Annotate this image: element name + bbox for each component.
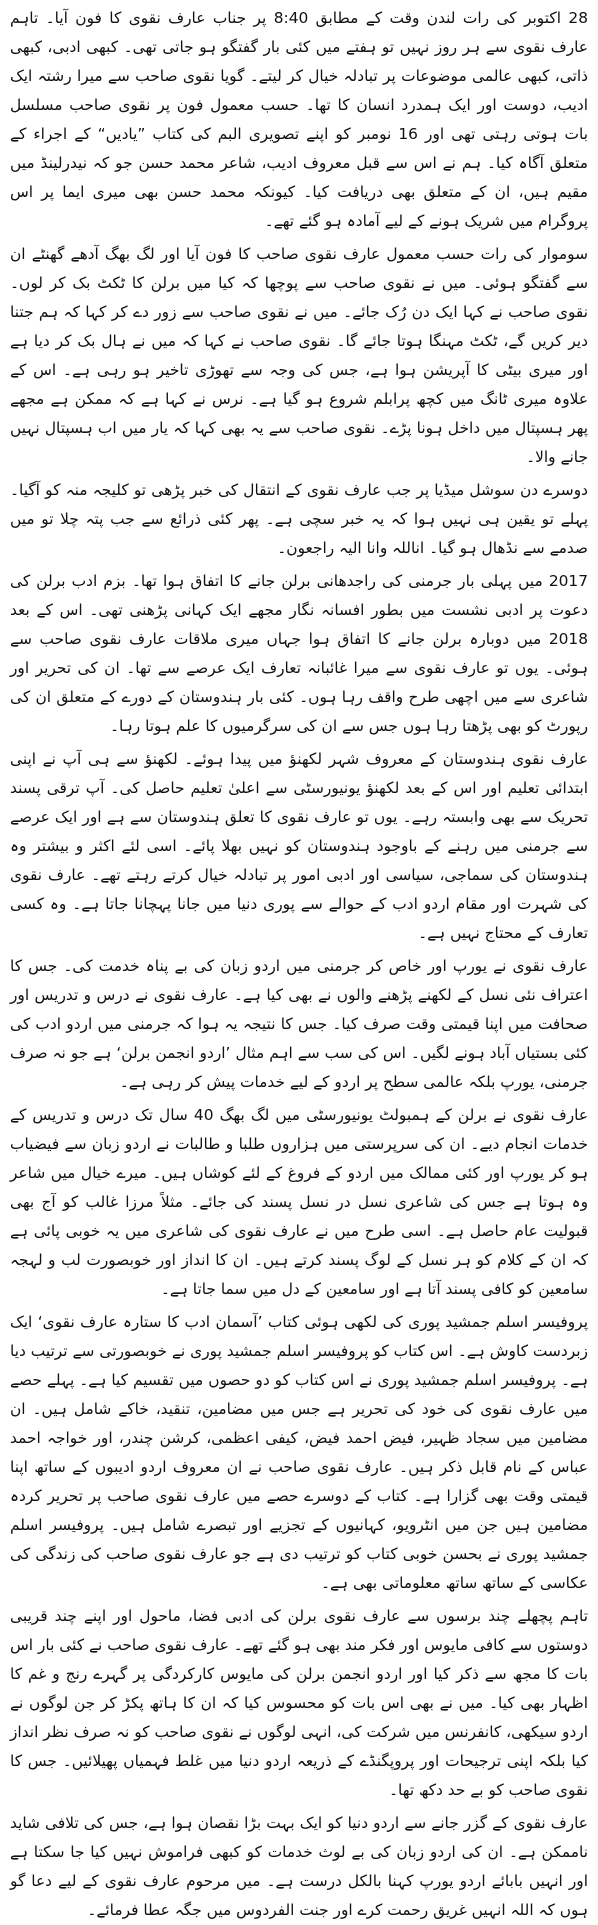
article-paragraph: 28 اکتوبر کی رات لندن وقت کے مطابق 8:40 پر جناب عارف نقوی کا فون آیا۔ تاہم عارف نقوی سے ہر روز نہیں تو ہفتے میں کئی بار گفتگو ہو جاتی تھی۔ کبھی ادبی، کبھی ذاتی، کبھی عالمی موضوعات پر تبادلہ خیال کر لیتے۔ گویا نقوی صاحب سے میرا رشتہ ایک ادیب، دوست اور ایک ہمدرد انسان کا تھا۔ حسب معمول فون پر نقوی صاحب مسلسل بات ہوتی رہتی تھی اور 16 نومبر کو اپنے تصویری البم کی کتاب ”یادیں“ کے اجراء کے متعلق آگاہ کیا۔ ہم نے اس سے قبل معروف ادیب، شاعر محمد حسن جو کہ نیدرلینڈ میں مقیم ہیں، ان کے متعلق بھی دریافت کیا۔ کیونکہ محمد حسن بھی میری ایما پر اس پروگرام میں شریک ہونے کے لیے آمادہ ہو گئے تھے۔ [10, 9, 588, 230]
article-paragraph: عارف نقوی کے گزر جانے سے اردو دنیا کو ایک بہت بڑا نقصان ہوا ہے، جس کی تلافی شاید ناممکن ہے۔ ان کی اردو زبان کی بے لوث خدمات کو کبھی فراموش نہیں کیا جا سکتا ہے اور انہیں بابائے اردو یورپ کہنا بالکل درست ہے۔ میں مرحوم عارف نقوی کے لیے دعا گو ہوں کہ اللہ انہیں غریق رحمت کرے اور جنت الفردوس میں جگہ عطا فرمائے۔ [10, 1814, 588, 1919]
article-paragraph: عارف نقوی ہندوستان کے معروف شہر لکھنؤ میں پیدا ہوئے۔ لکھنؤ سے ہی آپ نے اپنی ابتدائی تعلیم اور اس کے بعد لکھنؤ یونیورسٹی سے اعلیٰ تعلیم حاصل کی۔ آپ ترقی پسند تحریک سے بھی وابستہ رہے۔ یوں تو عارف نقوی کا تعلق ہندوستان سے ہے اور ایک عرصے سے جرمنی میں رہنے کے باوجود ہندوستان کو نہیں بھلا پائے۔ اسی لئے اکثر و بیشتر وہ ہندوستان کی سماجی، سیاسی اور ادبی امور پر تبادلہ خیال کرتے رہتے تھے۔ عارف نقوی کی شہرت اور مقام اردو ادب کے حوالے سے پوری دنیا میں جانا پہچانا جاتا ہے۔ وہ کسی تعارف کے محتاج نہیں ہے۔ [10, 750, 588, 942]
article-paragraph: پروفیسر اسلم جمشید پوری کی لکھی ہوئی کتاب ’آسمان ادب کا ستارہ عارف نقوی‘ ایک زبردست کاوش ہے۔ اس کتاب کو پروفیسر اسلم جمشید پوری نے خوبصورتی سے ترتیب دیا ہے۔ پروفیسر اسلم جمشید پوری نے اس کتاب کو دو حصوں میں تقسیم کیا ہے۔ پہلے حصے میں عارف نقوی کی خود کی تحریر ہے جس میں مضامین، تنقید، خاکے شامل ہیں۔ ان مضامین میں سجاد ظہیر، فیض احمد فیض، کیفی اعظمی، کرشن چندر، اور خواجہ احمد عباس کے نام قابل ذکر ہیں۔ عارف نقوی صاحب نے ان معروف اردو ادیبوں کے ساتھ اپنا قیمتی وقت بھی گزارا ہے۔ کتاب کے دوسرے حصے میں عارف نقوی صاحب پر تحریر کردہ مضامین ہیں جن میں انٹرویو، کہانیوں کے تجزیے اور تبصرے شامل ہیں۔ پروفیسر اسلم جمشید پوری نے بحسن خوبی کتاب کو ترتیب دی ہے جو عارف نقوی صاحب کی زندگی کی عکاسی کے ساتھ ساتھ معلوماتی بھی ہے۔ [10, 1313, 588, 1592]
article-paragraph: سوموار کی رات حسب معمول عارف نقوی صاحب کا فون آیا اور لگ بھگ آدھے گھنٹے ان سے گفتگو ہوئی۔ میں نے نقوی صاحب سے پوچھا کہ کیا میں برلن کا ٹکٹ بک کر لوں۔ نقوی صاحب نے کہا ایک دن رُک جائے۔ میں نے نقوی صاحب سے زور دے کر کہا کہ ہم جتنا دیر کریں گے، ٹکٹ مہنگا ہوتا جائے گا۔ نقوی صاحب نے کہا کہ میں نے ہال بک کر دیا ہے اور میری بیٹی کا آپریشن ہوا ہے، جس کی وجہ سے تھوڑی تاخیر ہو رہی ہے۔ اس کے علاوہ میری ٹانگ میں کچھ پرابلم شروع ہو گیا ہے۔ نرس نے کہا ہے کہ ممکن ہے مجھے پھر ہسپتال میں داخل ہونا پڑے۔ نقوی صاحب سے یہ بھی کہا کہ یار میں اب ہسپتال نہیں جانے والا۔ [10, 245, 588, 466]
article-paragraph: تاہم پچھلے چند برسوں سے عارف نقوی برلن کی ادبی فضا، ماحول اور اپنے چند قریبی دوستوں سے کافی مایوس اور فکر مند بھی ہو گئے تھے۔ عارف نقوی صاحب نے کئی بار اس بات کا مجھ سے ذکر کیا اور اردو انجمن برلن کی مایوس کارکردگی پر گہرے رنج و غم کا اظہار بھی کیا۔ میں نے بھی اس بات کو محسوس کیا کہ ان کا ہاتھ پکڑ کر جن لوگوں نے اردو سیکھی، کانفرنس میں شرکت کی، انہی لوگوں نے نقوی صاحب کو نہ صرف نظر انداز کیا بلکہ اپنی ترجیحات اور پروپگنڈے کے ذریعہ اردو دنیا میں غلط فہمیاں پھیلائیں۔ جس کا نقوی صاحب کو بے حد دکھ تھا۔ [10, 1607, 588, 1799]
article-paragraph: دوسرے دن سوشل میڈیا پر جب عارف نقوی کے انتقال کی خبر پڑھی تو کلیجہ منہ کو آگیا۔ پہلے تو یقین ہی نہیں ہوا کہ یہ خبر سچی ہے۔ پھر کئی ذرائع سے جب پتہ چلا تو میں صدمے سے نڈھال ہو گیا۔ اناللہ وانا الیہ راجعون۔ [10, 481, 588, 557]
article-paragraph: عارف نقوی نے یورپ اور خاص کر جرمنی میں اردو زبان کی بے پناہ خدمت کی۔ جس کا اعتراف نئی نسل کے لکھنے پڑھنے والوں نے بھی کیا ہے۔ عارف نقوی نے درس و تدریس اور صحافت میں اپنا قیمتی وقت صرف کیا۔ جس کا نتیجہ یہ ہوا کہ جرمنی میں اردو ادب کی کئی بستیاں آباد ہونے لگیں۔ اس کی سب سے اہم مثال ’اردو انجمن برلن‘ ہے جو نہ صرف جرمنی، یورپ بلکہ عالمی سطح پر اردو کے لیے خدمات پیش کر رہی ہے۔ [10, 957, 588, 1091]
article-paragraph: 2017 میں پہلی بار جرمنی کی راجدھانی برلن جانے کا اتفاق ہوا تھا۔ بزم ادب برلن کی دعوت پر ادبی نشست میں بطور افسانہ نگار مجھے ایک کہانی پڑھنی تھی۔ اس کے بعد 2018 میں دوبارہ برلن جانے کا اتفاق ہوا جہاں میری ملاقات عارف نقوی صاحب سے ہوئی۔ یوں تو عارف نقوی سے میرا غائبانہ تعارف ایک عرصے سے تھا۔ ان کی تحریر اور شاعری سے میں اچھی طرح واقف رہا ہوں۔ کئی بار ہندوستان کے دورے کے متعلق ان کی رپورٹ کو بھی پڑھتا رہا ہوں جس سے ان کی سرگرمیوں کا علم ہوتا رہا۔ [10, 572, 588, 735]
article-paragraph: عارف نقوی نے برلن کے ہمبولٹ یونیورسٹی میں لگ بھگ 40 سال تک درس و تدریس کے خدمات انجام دیے۔ ان کی سرپرستی میں ہزاروں طلبا و طالبات نے اردو زبان سے فیضیاب ہو کر یورپ اور کئی ممالک میں اردو کے فروغ کے لئے کوشاں ہیں۔ میرے خیال میں شاعر وہ ہوتا ہے جس کی شاعری نسل در نسل پسند کی جائے۔ مثلاً مرزا غالب کو آج بھی قبولیت عام حاصل ہے۔ اسی طرح میں نے عارف نقوی کی شاعری میں یہ خوبی پائی ہے کہ ان کے کلام کو ہر نسل کے لوگ پسند کرتے ہیں۔ ان کا انداز اور خوبصورت لب و لہجہ سامعین کو کافی پسند آتا ہے اور سامعین کے دل میں سما جاتا ہے۔ [10, 1106, 589, 1298]
